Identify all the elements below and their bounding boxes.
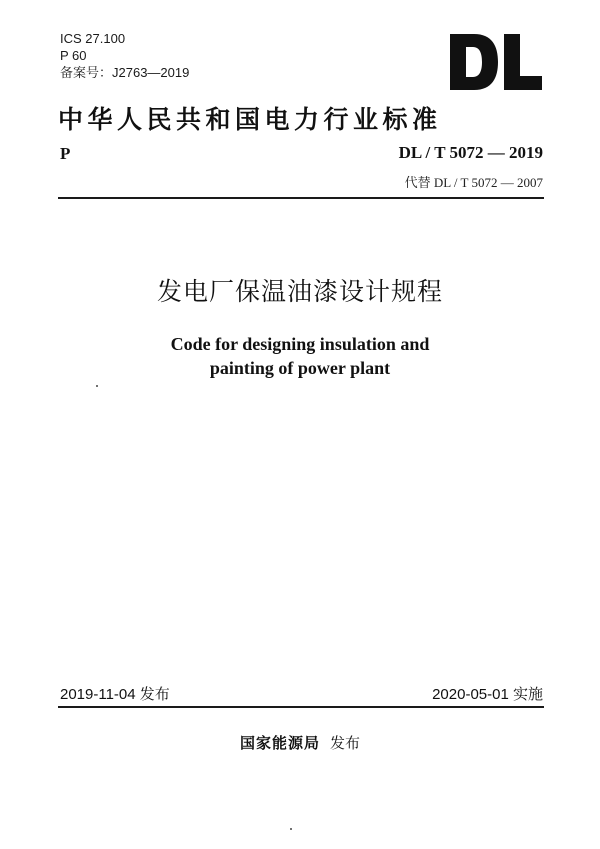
header-divider — [58, 197, 544, 199]
publisher-verb: 发布 — [330, 734, 361, 752]
dl-logo-letter-d — [450, 34, 498, 90]
standard-type-heading: 中华人民共和国电力行业标准 — [58, 105, 442, 134]
replaces-standard: 代替 DL / T 5072 — 2007 — [404, 175, 543, 190]
dl-logo — [448, 32, 544, 92]
ccs-code: P 60 — [60, 48, 87, 63]
footer-divider — [58, 706, 544, 708]
implementation-date: 2020-05-01 实施 — [432, 686, 543, 703]
scan-speck — [290, 828, 292, 830]
filing-number: 备案号：J2763—2019 — [60, 65, 190, 80]
issue-date: 2019-11-04 发布 — [60, 686, 170, 703]
document-title-en-line1: Code for designing insulation and — [170, 334, 430, 354]
publisher-name: 国家能源局 — [239, 734, 320, 752]
category-code: P — [60, 144, 71, 163]
document-title-en-line2: painting of power plant — [209, 358, 391, 378]
standard-number: DL / T 5072 — 2019 — [398, 143, 543, 162]
scan-speck — [96, 385, 98, 387]
document-title-cn: 发电厂保温油漆设计规程 — [156, 277, 443, 306]
ics-code: ICS 27.100 — [60, 31, 126, 46]
dl-logo-letter-l — [504, 34, 542, 90]
publisher-line — [0, 732, 600, 753]
